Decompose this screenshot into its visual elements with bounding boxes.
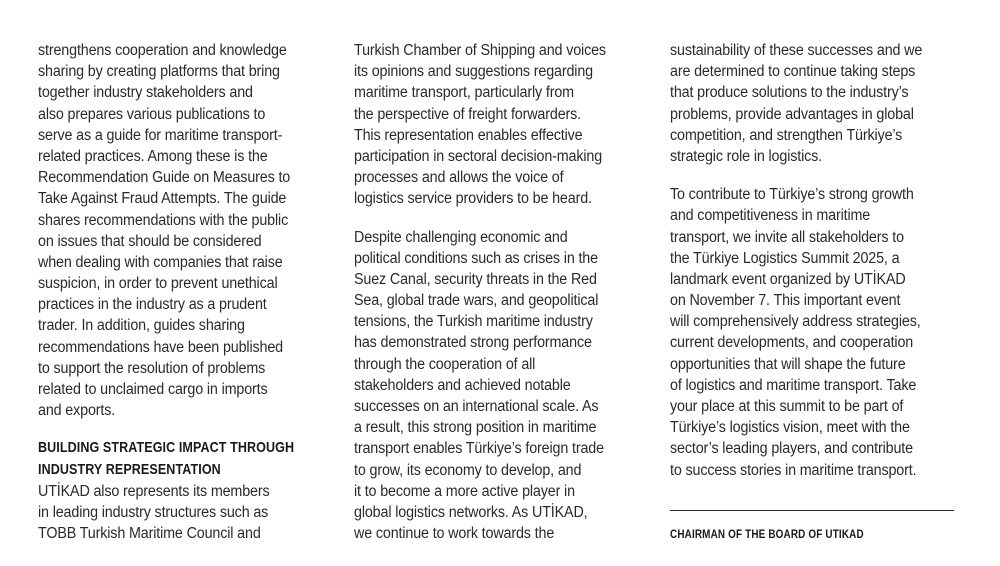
text-line: your place at this summit to be part of (670, 398, 904, 415)
text-line: global logistics networks. As UTİKAD, (354, 503, 588, 521)
paragraph (670, 184, 970, 481)
text-line: processes and allows the voice of (354, 169, 564, 187)
text-line: we continue to work towards the (354, 525, 555, 543)
text-line: strategic role in logistics. (670, 147, 823, 165)
text-line: are determined to continue taking steps (670, 63, 916, 81)
text-column-2 (354, 40, 654, 544)
text-line: through the cooperation of all (354, 355, 536, 373)
text-line: Suez Canal, security threats in the Red (354, 270, 597, 288)
text-line: will comprehensively address strategies, (670, 313, 921, 331)
paragraph (670, 40, 970, 167)
text-line: that produce solutions to the industry’s (670, 84, 909, 102)
text-line: suspicion, in order to prevent unethical (38, 275, 278, 293)
text-line: of logistics and maritime transport. Take (670, 376, 917, 394)
text-line: current developments, and cooperation (670, 334, 914, 352)
text-line: tensions, the Turkish maritime industry (354, 313, 593, 331)
paragraph-gap (38, 421, 338, 438)
text-line: problems, provide advantages in global (670, 105, 914, 123)
text-line: sector’s leading players, and contribute (670, 440, 913, 458)
text-line: to grow, its economy to develop, and (354, 461, 582, 479)
text-line: Despite challenging economic and (354, 228, 568, 246)
paragraph (354, 227, 654, 545)
text-line: related practices. Among these is the (38, 147, 268, 165)
text-line: logistics service providers to be heard. (354, 190, 592, 208)
text-line: This representation enables effective (354, 126, 583, 144)
paragraph-gap (354, 210, 654, 227)
text-line: stakeholders and achieved notable (354, 376, 571, 394)
text-line: and exports. (38, 402, 116, 420)
text-line: to success stories in maritime transport. (670, 461, 917, 479)
text-line: Recommendation Guide on Measures to (38, 169, 291, 187)
paragraph (38, 481, 338, 545)
text-line: in leading industry structures such as (38, 503, 269, 521)
text-line: Sea, global trade wars, and geopolitical (354, 292, 599, 310)
signature-title: CHAIRMAN OF THE BOARD OF UTIKAD (670, 529, 864, 541)
text-line: when dealing with companies that raise (38, 253, 283, 271)
text-line: shares recommendations with the public (38, 211, 289, 229)
text-line: also prepares various publications to (38, 105, 266, 123)
text-line: serve as a guide for maritime transport- (38, 126, 283, 144)
text-line: Take Against Fraud Attempts. The guide (38, 190, 287, 208)
heading-line: BUILDING STRATEGIC IMPACT THROUGH (38, 440, 295, 457)
text-line: practices in the industry as a prudent (38, 296, 267, 314)
text-line: the perspective of freight forwarders. (354, 105, 582, 123)
text-line: recommendations have been published (38, 338, 283, 356)
text-line: TOBB Turkish Maritime Council and (38, 525, 261, 543)
text-line: To contribute to Türkiye’s strong growth (670, 186, 914, 204)
text-line: transport, we invite all stakeholders to (670, 228, 904, 246)
text-line: opportunities that will shape the future (670, 355, 906, 373)
text-line: it to become a more active player in (354, 482, 575, 500)
signature-divider (670, 510, 954, 511)
text-line: a result, this strong position in maritime (354, 419, 597, 437)
text-line: sustainability of these successes and we (670, 42, 923, 59)
section-heading (38, 438, 338, 480)
heading-line: INDUSTRY REPRESENTATION (38, 461, 221, 478)
text-column-3 (670, 40, 970, 481)
text-line: UTİKAD also represents its members (38, 482, 270, 500)
text-line: together industry stakeholders and (38, 84, 253, 102)
text-line: Türkiye’s logistics vision, meet with the (670, 419, 910, 437)
text-line: transport enables Türkiye’s foreign trade (354, 440, 604, 458)
paragraph (354, 40, 654, 210)
paragraph-gap (670, 167, 970, 184)
text-column-1 (38, 40, 338, 544)
text-line: landmark event organized by UTİKAD (670, 270, 906, 288)
text-line: to support the resolution of problems (38, 359, 266, 377)
text-line: maritime transport, particularly from (354, 84, 574, 102)
text-line: the Türkiye Logistics Summit 2025, a (670, 249, 900, 267)
text-line: Turkish Chamber of Shipping and voices (354, 42, 606, 59)
text-line: has demonstrated strong performance (354, 334, 592, 352)
text-line: strengthens cooperation and knowledge (38, 42, 287, 59)
text-line: political conditions such as crises in the (354, 249, 598, 267)
text-line: competition, and strengthen Türkiye’s (670, 126, 903, 144)
text-line: participation in sectoral decision-making (354, 147, 603, 165)
text-line: related to unclaimed cargo in imports (38, 381, 268, 398)
text-line: on November 7. This important event (670, 292, 901, 310)
text-line: sharing by creating platforms that bring (38, 63, 280, 81)
text-line: trader. In addition, guides sharing (38, 317, 245, 335)
text-line: on issues that should be considered (38, 232, 262, 250)
paragraph (38, 40, 338, 421)
text-line: and competitiveness in maritime (670, 207, 871, 225)
text-line: successes on an international scale. As (354, 398, 599, 415)
text-line: its opinions and suggestions regarding (354, 63, 593, 81)
